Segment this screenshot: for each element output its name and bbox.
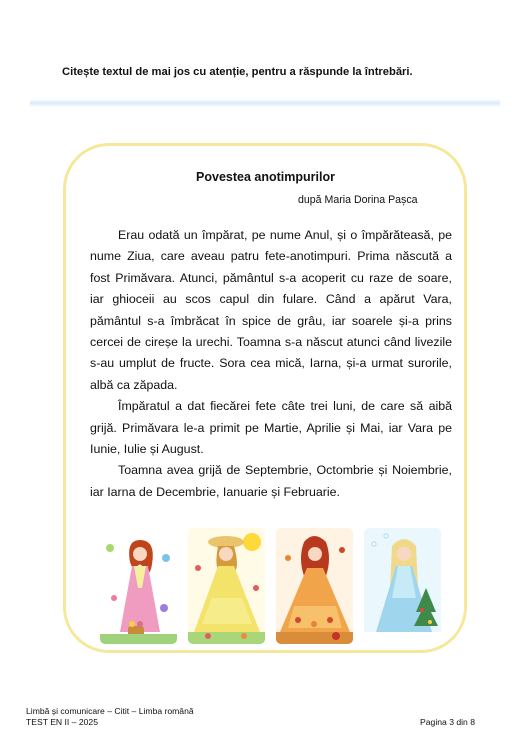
season-illustrations bbox=[100, 528, 440, 646]
spring-girl-illustration bbox=[100, 528, 177, 644]
footer-subject: Limbă și comunicare – Citit – Limba română bbox=[26, 706, 194, 716]
footer-info bbox=[26, 706, 194, 728]
footer-test: TEST EN II – 2025 bbox=[26, 717, 98, 727]
story-author: după Maria Dorina Pașca bbox=[298, 194, 418, 206]
story-paragraph-3: Toamna avea grijă de Septembrie, Octombrie și Noiembrie, iar Iarna de Decembrie, Ianuarie și Februarie. bbox=[90, 463, 452, 499]
autumn-girl-illustration bbox=[276, 528, 353, 644]
page-number: Pagina 3 din 8 bbox=[420, 717, 475, 727]
divider bbox=[30, 99, 500, 107]
story-paragraph-1: Erau odată un împărat, pe nume Anul, și o împărăteasă, pe nume Ziua, care aveau patru fete-anotimpuri. Prima născută a fost Primăvara. Atunci, pământul s-a acoperit cu raze de soare, iar ghioceii au scos capul din fulare. Când a apărut Vara, pământul s-a îmbrăcat în spice de grâu, iar soarele și-a prins cercei de cireșe la urechi. Toamna s-a născut atunci când livezile s-au umplut de fructe. Sora cea mică, Iarna, și-a urmat surorile, albă ca zăpada. bbox=[90, 228, 452, 392]
story-text bbox=[90, 225, 452, 503]
story-paragraph-2: Împăratul a dat fiecărei fete câte trei luni, de care să aibă grijă. Primăvara le-a primit pe Martie, Aprilie și Mai, iar Vara pe Iunie, Iulie și August. bbox=[90, 399, 452, 457]
instruction-text: Citește textul de mai jos cu atenție, pentru a răspunde la întrebări. bbox=[62, 66, 413, 78]
summer-girl-illustration bbox=[188, 528, 265, 644]
story-title: Povestea anotimpurilor bbox=[196, 170, 335, 184]
winter-girl-illustration bbox=[364, 528, 441, 644]
